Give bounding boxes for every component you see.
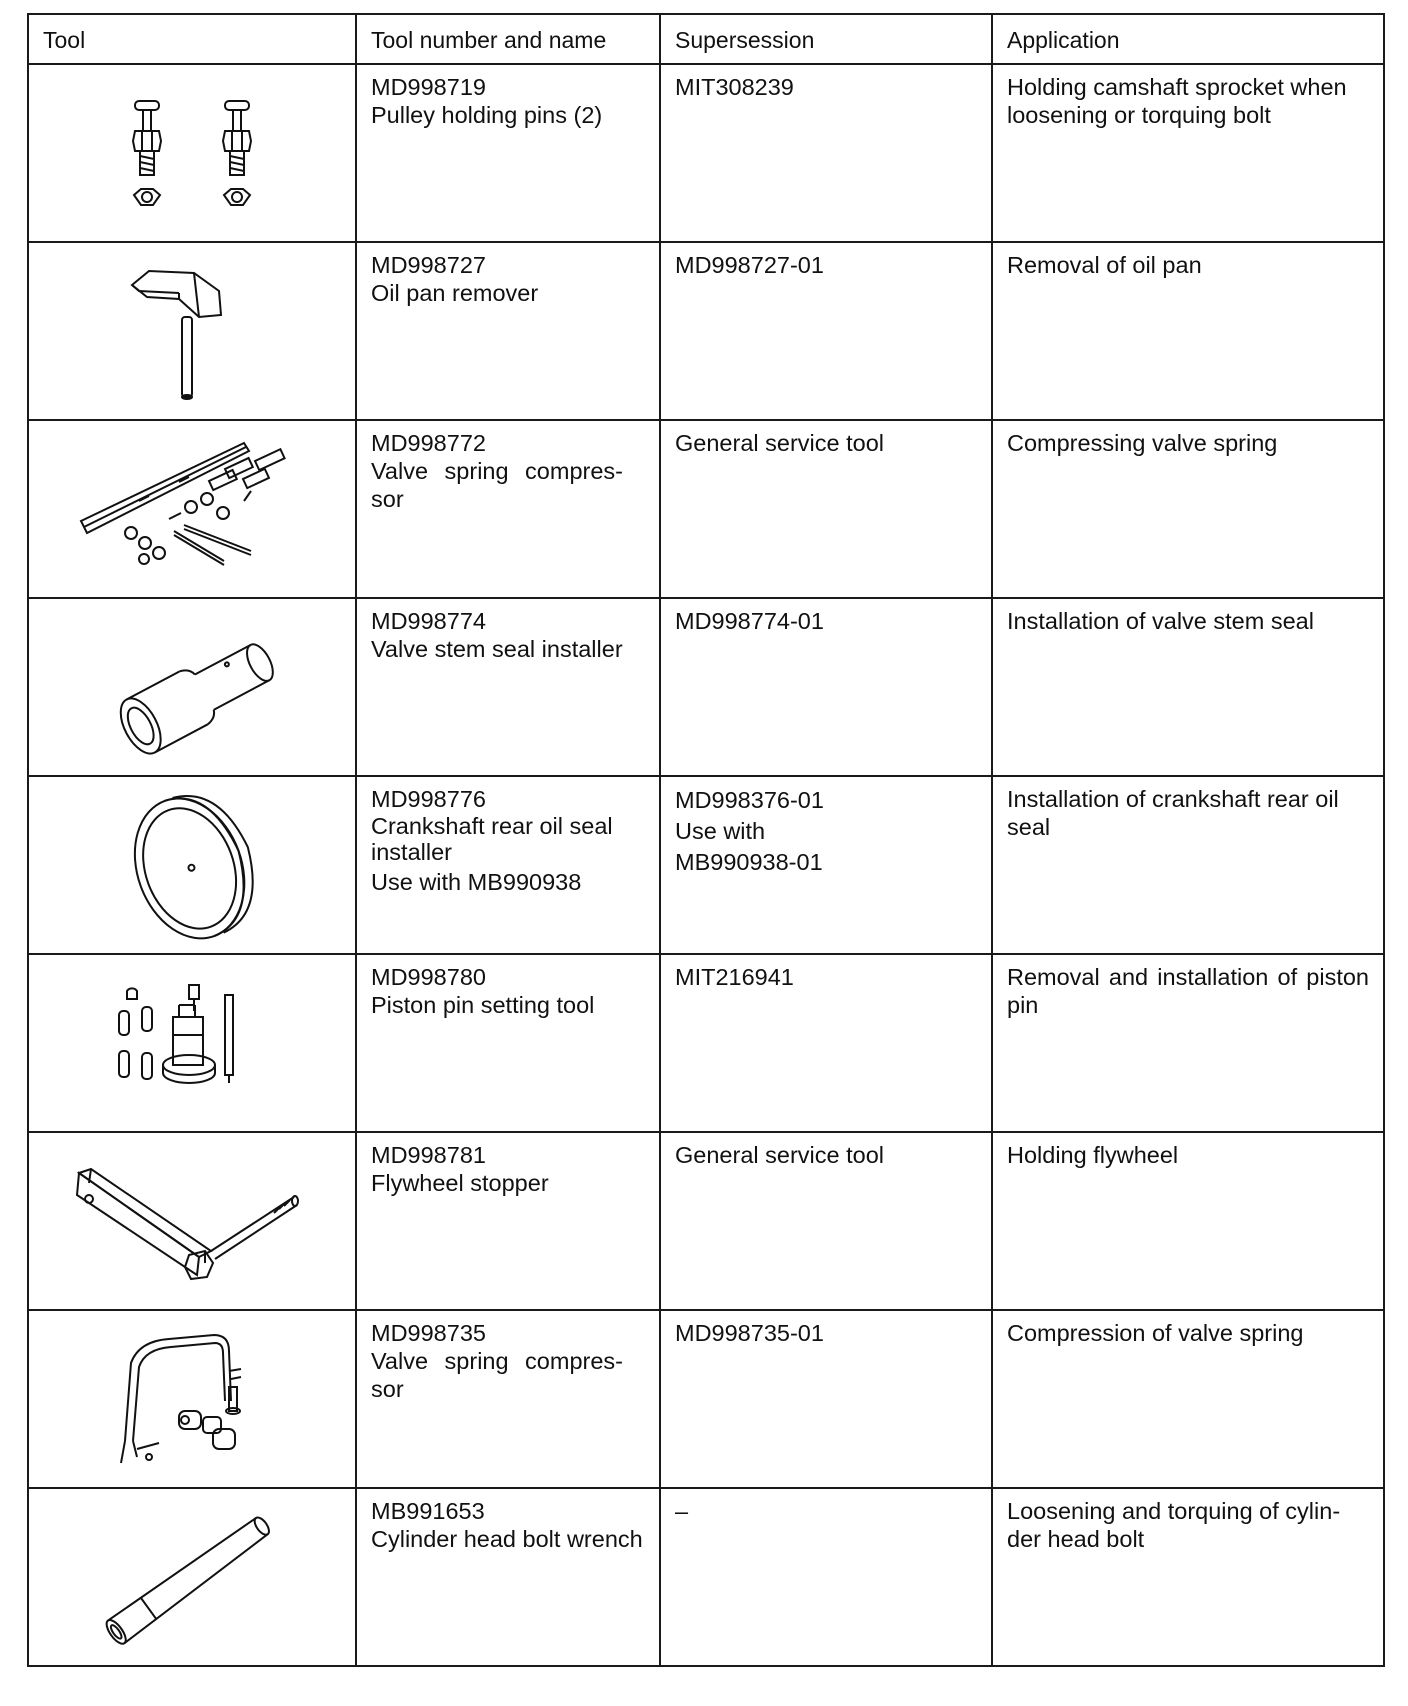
tool-image-cell [28,954,356,1132]
tool-name: Oil pan remover [371,280,539,306]
supersession-cell [660,954,992,1132]
crankshaft-seal-installer-illustration [29,777,355,953]
tool-number-name-cell [356,776,660,954]
supersession-note: Use with [675,818,766,844]
tool-image-cell [28,1488,356,1666]
table-row [28,242,1384,420]
tool-number: MD998727 [371,252,486,278]
header-tool-number-and-name: Tool number and name [356,14,660,64]
supersession-cell [660,64,992,242]
application-text: Installation of valve stem seal [1007,608,1314,634]
tool-number-name-cell [356,1132,660,1310]
tool-image-cell [28,1310,356,1488]
tool-number-name-cell [356,64,660,242]
supersession-cell [660,598,992,776]
supersession-value: MIT216941 [675,964,794,990]
tool-number-name-cell [356,242,660,420]
header-application: Application [992,14,1384,64]
supersession-cell [660,1310,992,1488]
table-row [28,420,1384,598]
application-text: Installation of crankshaft rear oil seal [1007,786,1339,840]
supersession-value: MD998727-01 [675,252,824,278]
table-row [28,1310,1384,1488]
application-text: Holding flywheel [1007,1142,1179,1168]
supersession-cell [660,1132,992,1310]
application-text: Holding camshaft sprocket when loosening or torquing bolt [1007,74,1347,128]
cylinder-head-bolt-wrench-illustration [29,1489,355,1665]
supersession-value: MD998376-01 [675,787,824,813]
pulley-holding-pins-illustration [29,65,355,241]
tool-name: Piston pin setting tool [371,992,595,1018]
supersession-value: General service tool [675,1142,884,1168]
tool-image-cell [28,64,356,242]
application-cell [992,1310,1384,1488]
application-cell [992,954,1384,1132]
application-text: Compressing valve spring [1007,430,1278,456]
tool-number: MD998719 [371,74,486,100]
table-row [28,954,1384,1132]
supersession-companion: MB990938-01 [675,849,823,875]
header-tool: Tool [28,14,356,64]
tool-number: MD998780 [371,964,486,990]
tool-name: Pulley holding pins (2) [371,102,603,128]
tool-note: Use with MB990938 [371,869,582,895]
tool-name: Valve stem seal installer [371,636,623,662]
tool-image-cell [28,420,356,598]
tool-number: MD998781 [371,1142,486,1168]
tool-name: Cylinder head bolt wrench [371,1526,643,1552]
application-cell [992,598,1384,776]
tool-image-cell [28,598,356,776]
application-cell [992,420,1384,598]
application-cell [992,1132,1384,1310]
tool-number: MD998774 [371,608,486,634]
table-row [28,776,1384,954]
tool-number: MD998776 [371,786,486,812]
application-cell [992,242,1384,420]
table-row [28,1132,1384,1310]
application-text: Compression of valve spring [1007,1320,1304,1346]
tool-number-name-cell [356,1310,660,1488]
tool-name: Valve spring compres- sor [371,458,623,512]
application-cell [992,64,1384,242]
tool-image-cell [28,1132,356,1310]
tool-number: MD998735 [371,1320,486,1346]
supersession-value: MD998774-01 [675,608,824,634]
table-header-row [28,14,1384,64]
supersession-value: General service tool [675,430,884,456]
supersession-cell [660,242,992,420]
supersession-value: – [675,1498,689,1524]
tool-number-name-cell [356,420,660,598]
supersession-value: MD998735-01 [675,1320,824,1346]
tool-number: MB991653 [371,1498,485,1524]
tool-name: Valve spring compres- sor [371,1348,623,1402]
tool-image-cell [28,242,356,420]
application-text: Removal of oil pan [1007,252,1202,278]
oil-pan-remover-illustration [29,243,355,419]
valve-spring-compressor-kit-illustration [29,421,355,597]
tool-number-name-cell [356,1488,660,1666]
tool-number: MD998772 [371,430,486,456]
tool-image-cell [28,776,356,954]
application-text: Removal and installation of piston pin [1007,964,1369,1018]
valve-stem-seal-installer-illustration [29,599,355,775]
supersession-value: MIT308239 [675,74,794,100]
supersession-cell [660,420,992,598]
supersession-cell [660,776,992,954]
supersession-cell [660,1488,992,1666]
table-row [28,598,1384,776]
table-row [28,1488,1384,1666]
application-cell [992,1488,1384,1666]
special-tools-table [27,13,1385,1667]
header-supersession: Supersession [660,14,992,64]
tool-number-name-cell [356,598,660,776]
tool-name: Flywheel stopper [371,1170,549,1196]
tool-number-name-cell [356,954,660,1132]
application-text: Loosening and torquing of cylin- der head bolt [1007,1498,1341,1552]
valve-spring-compressor-c-clamp-illustration [29,1311,355,1487]
application-cell [992,776,1384,954]
tool-name: Crankshaft rear oil seal installer [371,813,613,865]
table-row [28,64,1384,242]
piston-pin-setting-tool-illustration [29,955,355,1131]
flywheel-stopper-illustration [29,1133,355,1309]
